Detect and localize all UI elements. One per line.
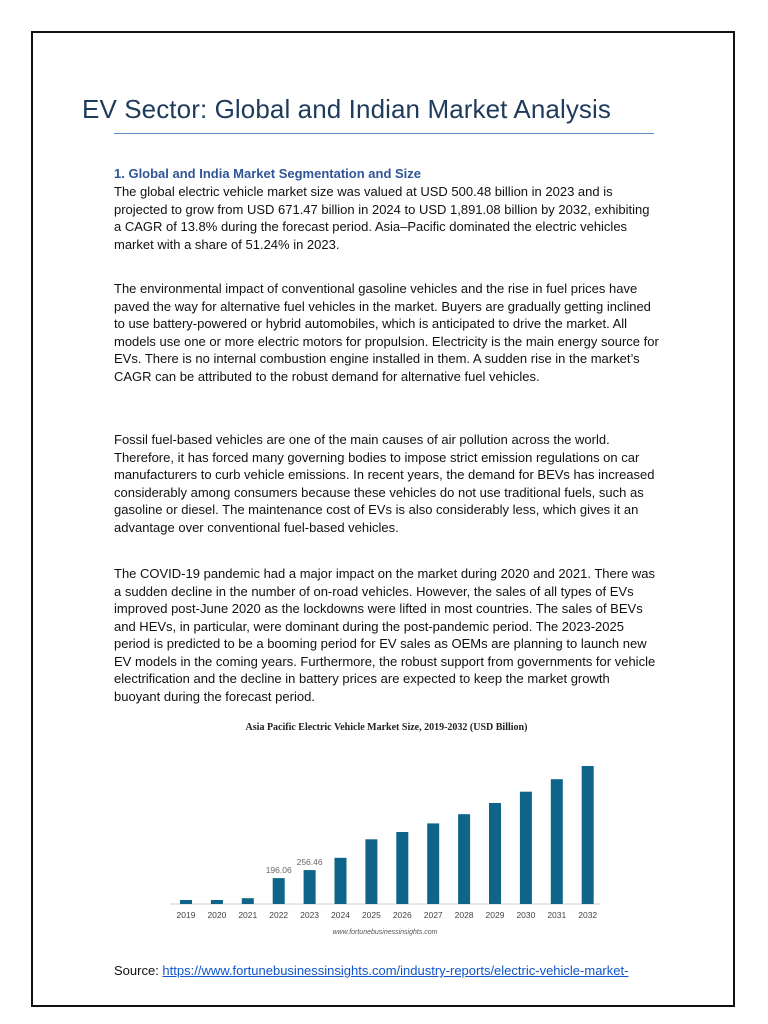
data-label: 196.06 <box>265 865 292 876</box>
bar-2032 <box>582 766 594 904</box>
chart-title: Asia Pacific Electric Vehicle Market Size, 2019-2032 (USD Billion) <box>245 722 528 733</box>
x-tick-label: 2027 <box>423 910 443 920</box>
x-tick-label: 2021 <box>238 910 258 920</box>
bar-2031 <box>551 779 563 904</box>
bar-2020 <box>211 900 223 904</box>
bar-2026 <box>396 832 408 904</box>
x-tick-label: 2023 <box>300 910 320 920</box>
x-tick-label: 2032 <box>578 910 598 920</box>
bar-chart <box>160 740 610 945</box>
source-link[interactable]: https://www.fortunebusinessinsights.com/industry-reports/electric-vehicle-market- <box>162 963 629 978</box>
bar-2029 <box>489 803 501 904</box>
x-tick-label: 2025 <box>361 910 381 920</box>
x-tick-label: 2030 <box>516 910 536 920</box>
bar-2028 <box>458 814 470 904</box>
source-label: Source: <box>114 963 163 978</box>
x-tick-label: 2026 <box>392 910 412 920</box>
x-tick-label: 2022 <box>269 910 289 920</box>
x-tick-label: 2029 <box>485 910 505 920</box>
bar-2025 <box>365 839 377 904</box>
paragraph-2: The environmental impact of conventional gasoline vehicles and the rise in fuel prices have paved the way for alternative fuel vehicles in the market. Buyers are gradually getting inclined to use battery-powered or hybrid automobiles, which is anticipated to drive the market. All models use one or more electric motors for propulsion. Electricity is the main energy source for EVs. There is no internal combustion engine installed in them. A sudden rise in the market’s CAGR can be attributed to the robust demand for alternative fuel vehicles. <box>114 281 659 384</box>
title-underline <box>114 133 654 134</box>
document-title: EV Sector: Global and Indian Market Analysis <box>82 94 612 124</box>
paragraph-4: The COVID-19 pandemic had a major impact on the market during 2020 and 2021. There was a sudden decline in the number of on-road vehicles. However, the sales of all types of EVs improved post-June 2020 as the lockdowns were lifted in most countries. The sales of BEVs and HEVs, in particular, were dominant during the post-pandemic period. The 2023-2025 period is predicted to be a booming period for EV sales as OEMs are planning to launch new EV models in the coming years. Furthermore, the robust support from governments for vehicle electrification and the decline in battery prices are expected to keep the market growth buoyant during the forecast period. <box>114 566 656 704</box>
paragraph-1: The global electric vehicle market size was valued at USD 500.48 billion in 2023 and is projected to grow from USD 671.47 billion in 2024 to USD 1,891.08 billion by 2032, exhibiting a CAGR of 13.8% during the forecast period. Asia–Pacific dominated the electric vehicles market with a share of 51.24% in 2023. <box>114 184 650 252</box>
x-tick-label: 2031 <box>547 910 567 920</box>
bar-2019 <box>180 900 192 904</box>
bar-2022 <box>273 878 285 904</box>
section-heading: 1. Global and India Market Segmentation and Size <box>114 166 422 181</box>
bar-2030 <box>520 792 532 904</box>
x-tick-label: 2019 <box>176 910 196 920</box>
x-tick-label: 2024 <box>331 910 350 920</box>
data-label: 256.46 <box>296 857 323 868</box>
bar-2027 <box>427 823 439 904</box>
chart-watermark: www.fortunebusinessinsights.com <box>332 929 438 936</box>
bar-2023 <box>304 870 316 904</box>
bar-2021 <box>242 898 254 904</box>
paragraph-3: Fossil fuel-based vehicles are one of the main causes of air pollution across the world. Therefore, it has forced many governing bodies to impose strict emission regulations on car manufacturers to curb vehicle emissions. In recent years, the demand for BEVs has increased considerably among consumers because these vehicles do not use traditional fuels, such as gasoline or diesel. The maintenance cost of EVs is also considerably less, which gives it an advantage over conventional fuel-based vehicles. <box>114 432 655 535</box>
source-citation <box>114 962 674 980</box>
x-tick-label: 2028 <box>454 910 474 920</box>
x-tick-label: 2020 <box>207 910 227 920</box>
bar-2024 <box>335 858 347 904</box>
